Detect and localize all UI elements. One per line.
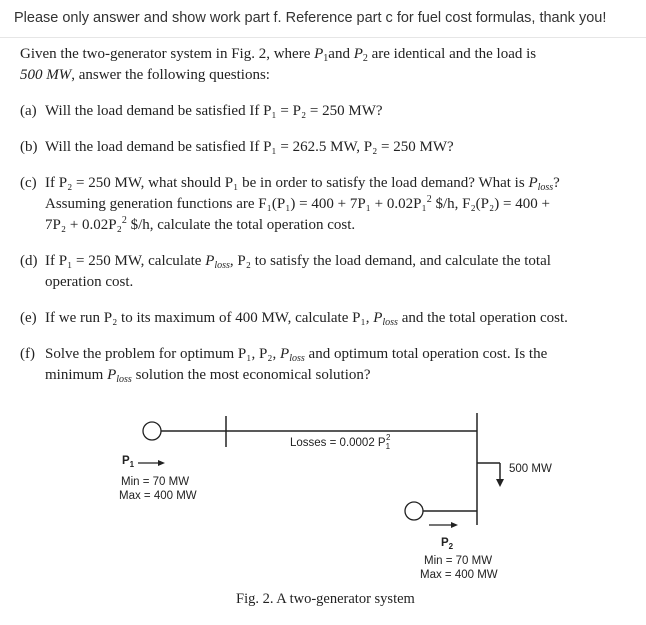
question-e: (e) If we run P₂ to its maximum of 400 MW, calculate P₁, $P_{loss}$ and the total operation cost. bbox=[20, 310, 568, 328]
question-c: (c) If P₂ = 250 MW, what should P₁ be in order to satisfy the load demand? What is $P_{loss}$? Assuming generation functions are F₁(P₁) = 400 + 7P₁ + 0.02P₁$^2$ $/h, F₂(P₂) = 400 + 7P₂ + 0.02P₂$^2$ $/h, calculate the total operation cost. bbox=[20, 175, 560, 233]
instruction-header: Please only answer and show work part f. Reference part c for fuel cost formulas, thank you! bbox=[14, 10, 607, 26]
p2-label: $P_2$ bbox=[441, 537, 454, 551]
question-d: (d) If P₁ = 250 MW, calculate $P_{loss}$, P₂ to satisfy the load demand, and calculate the total operation cost. bbox=[20, 253, 551, 290]
losses-label: Losses = 0.0002 $P_1^2$ bbox=[290, 433, 391, 451]
figure-caption: Fig. 2. A two-generator system bbox=[236, 591, 415, 607]
problem-statement bbox=[20, 44, 630, 386]
question-a: (a) Will the load demand be satisfied If P₁ = P₂ = 250 MW? bbox=[20, 103, 383, 119]
question-b: (b) Will the load demand be satisfied If P₁ = 262.5 MW, P₂ = 250 MW? bbox=[20, 139, 454, 155]
load-label: 500 MW bbox=[509, 463, 552, 475]
p1-label: $P_1$ bbox=[122, 455, 135, 469]
problem-intro: Given the two-generator system in Fig. 2, where $P_1and$ $P_2$ are identical and the load is 500 MW, answer the following questions: bbox=[20, 46, 537, 83]
generator-1-symbol bbox=[143, 422, 161, 440]
p1-min: Min = 70 MW bbox=[121, 476, 190, 488]
p2-min: Min = 70 MW bbox=[424, 555, 493, 567]
p2-max: Max = 400 MW bbox=[420, 569, 498, 581]
p1-max: Max = 400 MW bbox=[119, 490, 197, 502]
header-divider bbox=[0, 37, 646, 38]
question-f: (f) Solve the problem for optimum P₁, P₂, $P_{loss}$ and optimum total operation cost. Is the minimum $P_{loss}$ solution the most economical solution? bbox=[20, 346, 548, 385]
generator-2-symbol bbox=[405, 502, 423, 520]
